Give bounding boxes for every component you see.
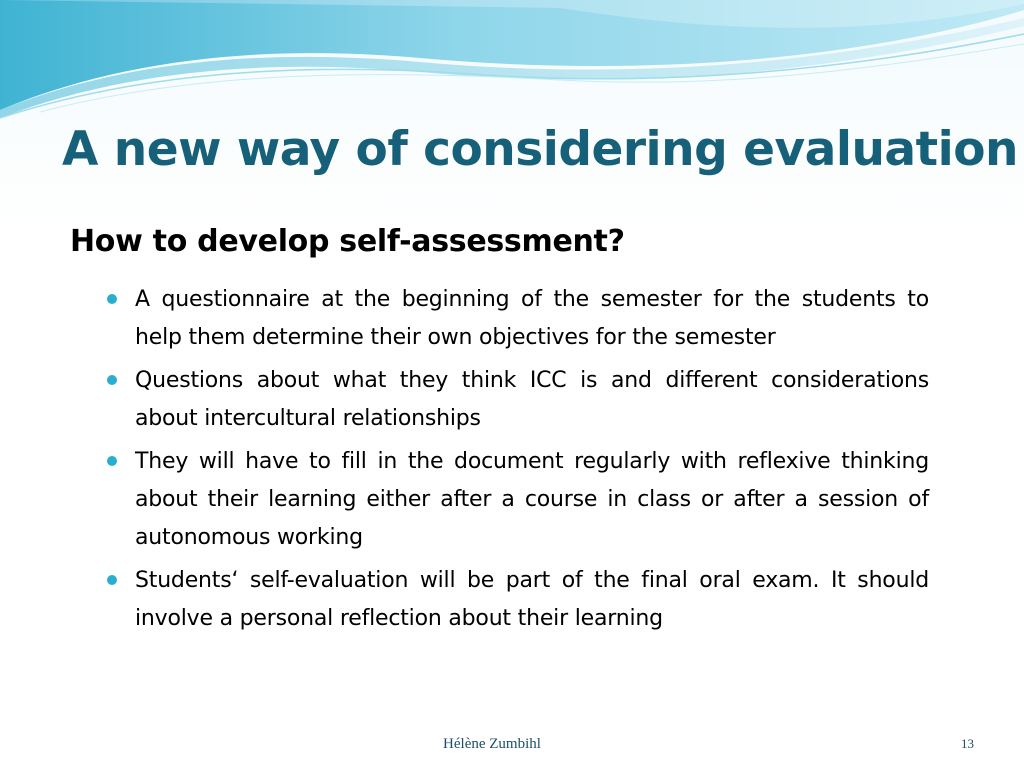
bullet-text: A questionnaire at the beginning of the semester for the students to help them determine their own objectives for the semester — [135, 287, 929, 350]
slide-title: A new way of considering evaluation — [62, 122, 1018, 177]
bullet-dot-icon — [107, 294, 117, 304]
bullet-item — [104, 281, 929, 357]
bullet-item — [104, 562, 929, 638]
bullet-dot-icon — [107, 575, 117, 585]
bullet-dot-icon — [107, 375, 117, 385]
page-number: 13 — [961, 736, 974, 751]
bullet-item — [104, 362, 929, 438]
bullet-text: Students‘ self-evaluation will be part of the final oral exam. It should involve a personal reflection about their learning — [135, 568, 929, 631]
bullet-text: Questions about what they think ICC is and different considerations about intercultural relationships — [135, 368, 929, 431]
decorative-wave-banner — [0, 0, 1024, 130]
slide-subheading: How to develop self-assessment? — [70, 224, 625, 259]
bullet-text: They will have to fill in the document regularly with reflexive thinking about their learning either after a course in class or after a session of autonomous working — [135, 449, 929, 550]
bullet-dot-icon — [107, 456, 117, 466]
bullet-list — [104, 281, 929, 643]
bullet-item — [104, 443, 929, 557]
footer-author: Hélène Zumbihl — [443, 736, 541, 752]
